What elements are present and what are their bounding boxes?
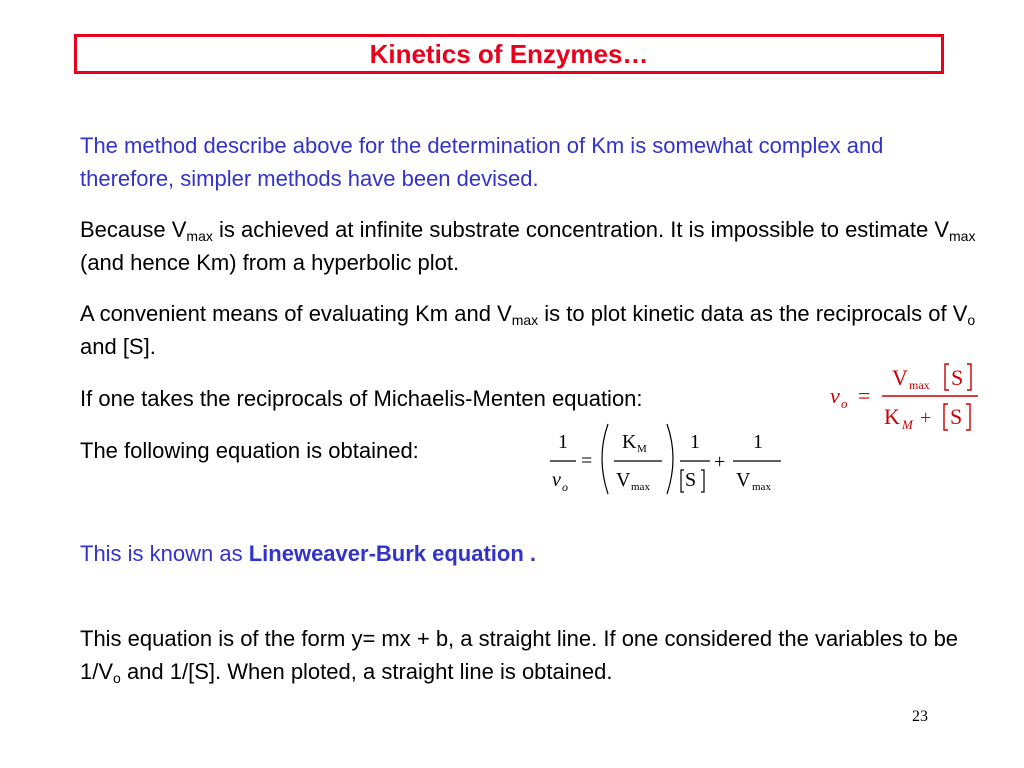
- svg-text:v: v: [552, 469, 561, 491]
- svg-text:S: S: [951, 365, 964, 390]
- paragraph-vmax: Because $V_{max}$ is achieved at infinite substrate concentration. It is impossible to estimate $V_{max}$ (and hence Km) from a hyperbolic plot.: [80, 217, 976, 275]
- svg-text:1: 1: [753, 431, 763, 453]
- svg-text:o: o: [562, 480, 568, 494]
- svg-text:=: =: [858, 383, 871, 408]
- svg-text:max: max: [752, 481, 771, 493]
- paragraph-known-as: This is known as Lineweaver-Burk equation .: [80, 541, 537, 566]
- svg-text:K: K: [884, 404, 900, 429]
- svg-text:max: max: [631, 481, 650, 493]
- svg-text:M: M: [902, 417, 913, 432]
- svg-text:V: V: [736, 469, 751, 491]
- michaelis-menten-equation: [820, 358, 988, 438]
- svg-text:K: K: [622, 431, 637, 453]
- title-box: [74, 34, 944, 74]
- svg-text:S: S: [685, 469, 697, 491]
- svg-text:o: o: [841, 396, 848, 411]
- svg-text:V: V: [616, 469, 631, 491]
- svg-text:M: M: [637, 443, 647, 455]
- svg-text:v: v: [830, 383, 840, 408]
- lineweaver-burk-equation: [538, 418, 798, 504]
- svg-text:1: 1: [558, 431, 568, 453]
- lineweaver-burk-label: Lineweaver-Burk equation .: [248, 541, 537, 566]
- svg-text:+: +: [714, 451, 726, 473]
- svg-text:S: S: [950, 404, 963, 429]
- svg-text:1: 1: [690, 431, 700, 453]
- svg-text:+: +: [920, 407, 932, 429]
- paragraph-reciprocals: A convenient means of evaluating Km and $V_{max}$ is to plot kinetic data as the reciprocals of $V_o$ and [S].: [80, 301, 976, 359]
- paragraph-mm-intro: If one takes the reciprocals of Michaelis-Menten equation:: [80, 386, 643, 411]
- svg-text:=: =: [581, 450, 593, 472]
- paragraph-straight-line: This equation is of the form y= mx + b, a straight line. If one considered the variables to be $1/V_o$ and 1/[S]. When ploted, a straight line is obtained.: [80, 626, 959, 686]
- paragraph-lb-intro: The following equation is obtained:: [80, 438, 419, 463]
- svg-text:max: max: [909, 378, 930, 392]
- slide-title: Kinetics of Enzymes…: [369, 38, 649, 69]
- svg-text:V: V: [892, 365, 908, 390]
- paragraph-method: The method describe above for the determination of Km is somewhat complex and therefore, simpler methods have been devised.: [80, 133, 884, 191]
- page-number: 23: [912, 708, 928, 725]
